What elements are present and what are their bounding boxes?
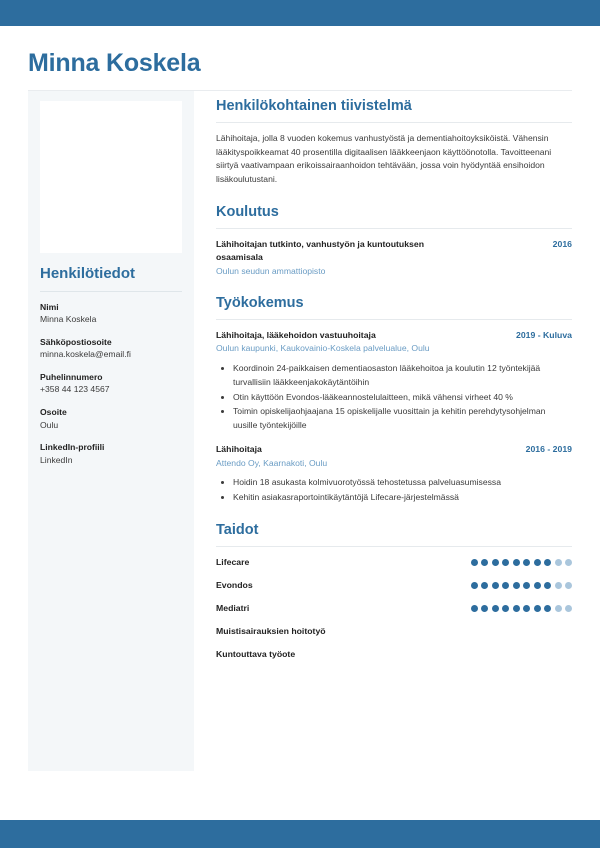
entry-title: Lähihoitajan tutkinto, vanhustyön ja kuntoutuksen osaamisala — [216, 239, 425, 263]
rating-dot-filled — [513, 582, 520, 589]
rating-dot-empty — [565, 559, 572, 566]
entry-header — [216, 238, 572, 263]
rating-dot-filled — [492, 605, 499, 612]
skill-name: Evondos — [216, 580, 253, 591]
rating-dot-filled — [523, 582, 530, 589]
skill-rating-dots — [471, 559, 573, 566]
rating-dot-empty — [565, 582, 572, 589]
rating-dot-filled — [471, 582, 478, 589]
experience-entry-list — [216, 329, 572, 505]
section-title-summary: Henkilökohtainen tiivistelmä — [216, 97, 412, 114]
section-education — [216, 203, 572, 277]
rating-dot-empty — [565, 605, 572, 612]
skill-name: Lifecare — [216, 557, 250, 568]
contact-value: Minna Koskela — [40, 314, 97, 325]
contact-item — [40, 372, 182, 396]
entry-date: 2016 - 2019 — [525, 443, 572, 454]
section-divider-education — [216, 228, 572, 229]
contact-label: Sähköpostiosoite — [40, 336, 112, 347]
contact-label: Nimi — [40, 301, 59, 312]
skill-name: Muistisairauksien hoitotyö — [216, 626, 326, 637]
contact-label: Puhelinnumero — [40, 371, 103, 382]
section-skills — [216, 521, 572, 660]
contact-label: Osoite — [40, 407, 67, 418]
entry-subtitle: Oulun kaupunki, Kaukovainio-Koskela palvelualue, Oulu — [216, 343, 430, 354]
top-accent-bar — [0, 0, 600, 26]
rating-dot-filled — [502, 582, 509, 589]
rating-dot-filled — [523, 605, 530, 612]
sidebar-title-divider — [40, 291, 182, 292]
skill-row — [216, 602, 572, 614]
entry-bullet: • Kehitin asiakasraportointikäytäntöjä Lifecare-järjestelmässä — [233, 491, 572, 505]
rating-dot-filled — [544, 582, 551, 589]
rating-dot-filled — [492, 559, 499, 566]
rating-dot-filled — [544, 559, 551, 566]
skill-list — [216, 556, 572, 660]
section-divider-experience — [216, 319, 572, 320]
contact-value: +358 44 123 4567 — [40, 384, 110, 395]
summary-text: Lähihoitaja, jolla 8 vuoden kokemus vanhustyöstä ja dementiahoitoyksiköistä. Vähensin lääkityspoikkeamat 40 prosentilla digitaalisen lääkkeenjaon käyttöönotolla. Tavoitteenani siirtyä vaativampaan erikoissairaanhoidon tehtävään, jossa voin hyödyntää ensihoidon lisäkoulutustani. — [216, 132, 552, 185]
entry-title: Lähihoitaja — [216, 443, 262, 454]
name-block — [28, 26, 572, 91]
entry-date: 2016 — [552, 239, 572, 250]
entry-bullet: • Toimin opiskelijaohjaajana 15 opiskelijalle vuosittain ja kehitin perehdytysohjelman uusille työntekijöille — [233, 405, 572, 433]
contact-value: LinkedIn — [40, 454, 73, 465]
entry-date: 2019 - Kuluva — [515, 329, 572, 340]
skill-row — [216, 556, 572, 568]
entry-header — [216, 443, 572, 456]
rating-dot-empty — [555, 582, 562, 589]
entry-bullet-list — [216, 362, 572, 433]
section-title-skills: Taidot — [216, 521, 259, 538]
rating-dot-filled — [513, 605, 520, 612]
entry-bullet: • Koordinoin 24-paikkaisen dementiaosaston lääkehoitoa ja koulutin 12 työntekijää turvallisiin lääkkeenjakokäytäntöihin — [233, 362, 572, 390]
resume-entry — [216, 329, 572, 433]
resume-entry — [216, 443, 572, 505]
rating-dot-empty — [555, 559, 562, 566]
contact-item — [40, 337, 182, 361]
section-divider-skills — [216, 546, 572, 547]
rating-dot-filled — [481, 605, 488, 612]
education-entry-list — [216, 238, 572, 277]
skill-name: Kuntouttava työote — [216, 649, 296, 660]
rating-dot-filled — [471, 559, 478, 566]
contact-item — [40, 407, 182, 431]
contact-list — [40, 302, 182, 467]
contact-value: Oulu — [40, 419, 59, 430]
rating-dot-filled — [523, 559, 530, 566]
sidebar — [28, 91, 194, 771]
rating-dot-filled — [534, 582, 541, 589]
entry-bullet: • Otin käyttöön Evondos-lääkeannostelulaitteen, mikä vähensi virheet 40 % — [233, 391, 572, 405]
contact-item — [40, 442, 182, 466]
skill-rating-dots — [471, 605, 573, 612]
section-experience — [216, 294, 572, 505]
section-divider-summary — [216, 122, 572, 123]
resume-content — [0, 26, 600, 820]
contact-value: minna.koskela@email.fi — [40, 349, 131, 360]
entry-subtitle: Oulun seudun ammattiopisto — [216, 265, 326, 276]
contact-item — [40, 302, 182, 326]
entry-bullet-list — [216, 476, 572, 505]
section-title-education: Koulutus — [216, 204, 279, 221]
contact-label: LinkedIn-profiili — [40, 442, 105, 453]
entry-subtitle: Attendo Oy, Kaarnakoti, Oulu — [216, 457, 328, 468]
rating-dot-filled — [492, 582, 499, 589]
sidebar-section-title-personal-details: Henkilötiedot — [40, 264, 136, 282]
rating-dot-filled — [544, 605, 551, 612]
entry-title: Lähihoitaja, lääkehoidon vastuuhoitaja — [216, 329, 376, 340]
skill-rating-dots — [471, 582, 573, 589]
two-column-layout — [28, 91, 572, 771]
profile-photo-placeholder — [40, 101, 182, 253]
skill-row — [216, 648, 572, 660]
skill-name: Mediatri — [216, 603, 250, 614]
rating-dot-empty — [555, 605, 562, 612]
rating-dot-filled — [471, 605, 478, 612]
main-column — [194, 91, 572, 677]
resume-entry — [216, 238, 572, 277]
rating-dot-filled — [534, 605, 541, 612]
page-title: Minna Koskela — [28, 49, 201, 77]
bottom-accent-bar — [0, 820, 600, 848]
rating-dot-filled — [513, 559, 520, 566]
entry-header — [216, 329, 572, 342]
entry-bullet: • Hoidin 18 asukasta kolmivuorotyössä tehostetussa palveluasumisessa — [233, 476, 572, 490]
rating-dot-filled — [534, 559, 541, 566]
section-personal-summary — [216, 97, 572, 188]
skill-row — [216, 625, 572, 637]
rating-dot-filled — [481, 582, 488, 589]
skill-row — [216, 579, 572, 591]
section-title-experience: Työkokemus — [216, 294, 304, 311]
rating-dot-filled — [502, 605, 509, 612]
rating-dot-filled — [502, 559, 509, 566]
rating-dot-filled — [481, 559, 488, 566]
